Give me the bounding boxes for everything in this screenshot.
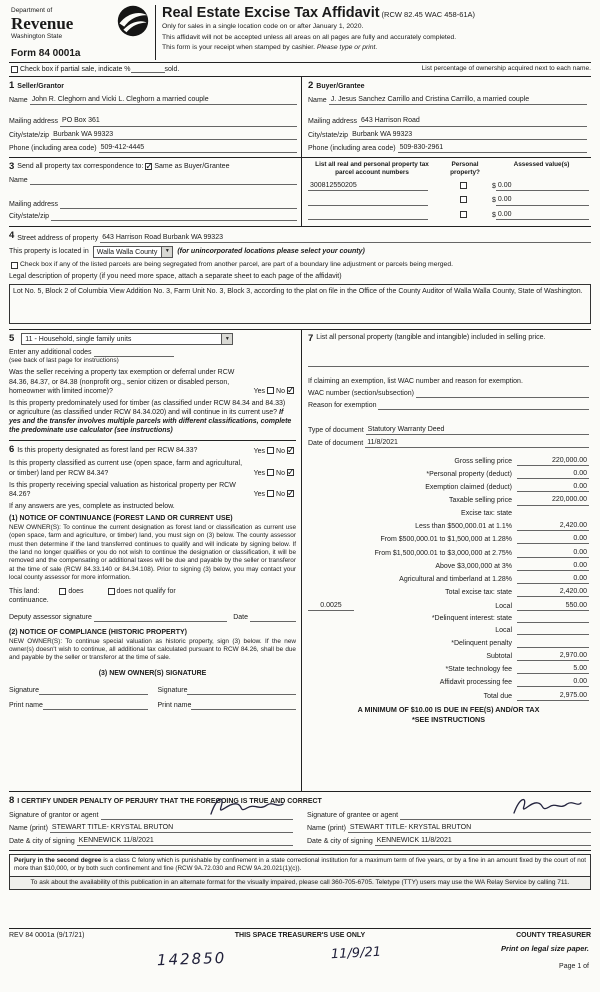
- property-location-section: [9, 227, 591, 329]
- perjury-lead: Perjury in the second degree: [14, 857, 102, 865]
- exemption-no-checkbox[interactable]: [287, 387, 294, 394]
- historic-no-checkbox[interactable]: [287, 490, 294, 497]
- reason-exemption-field[interactable]: [378, 402, 589, 410]
- delinquent-interest-local-row: Local: [308, 626, 589, 635]
- predominate-use-question-text: Is this property predominately used for timber (as classified under RCW 84.34 and 84.33) or agriculture (as classified under RCW 84.34.020) and will continue in its current use?: [9, 399, 286, 416]
- buyer-phone-field[interactable]: 509-830-2961: [398, 143, 587, 153]
- owner-print-name-field-1[interactable]: [43, 702, 148, 710]
- exemption-deferral-question-text: Was the seller receiving a property tax exemption or deferral under RCW 84.36, 84.37, or 84.38 (nonprofit org., senior citizen or disabled person, homeowner with limited income)?: [9, 369, 235, 395]
- corr-name-label: Name: [9, 177, 28, 185]
- personal-property-checkbox-3[interactable]: [460, 211, 467, 218]
- personal-property-deduct-value[interactable]: 0.00: [517, 469, 589, 479]
- parcel-numbers-header: List all real and personal property tax parcel account numbers: [315, 160, 429, 177]
- ownership-percent-note: List percentage of ownership acquired next to each name.: [421, 65, 591, 73]
- forest-land-section: 6 Is this property designated as forest land per RCW 84.33? Yes No✓ Is this property classified as current use (open space, farm and agricultural, or timber) land per RCW 84.34? Yes No✓ Is this property receiving special valuation as historical property per RCW 84.26? Yes No✓ If any answers are yes, complete as instructed below. (1) NOTICE OF CONTINUANCE (FOREST LAND OR CURRENT USE) NEW OWNER(S): To continue the current designation as forest land or classification as current use (open space, farm and agriculture, or timber) land, you must sign on (3) below. The county assessor must then determine if the land transferred continues to qualify and will indicate by signing below. If the land no longer qualifies or you do not wish to continue the designation or classification, it will be removed and the compensating or additional taxes will be due and payable by the seller or transferor at the time of sale (RCW 84.33.140 or 84.34.108). Prior to signing (3) below, you may contact your local county assessor for more information. This land: does does not qualify for continuance. Deputy assessor signature Date (2) NOTICE OF COMPLIANCE (HISTORIC PROPERTY) NEW OWNER(S): To continue special valuation as historic property, sign (3) below. If the new owner(s) doesn't wish to continue, all additional tax calculated pursuant to RCW 84.26, shall be due and payable by the seller or transferor at the time of sale. (3) NEW OWNER(S) SIGNATURE Signature Signature Print name Print name: [9, 440, 296, 710]
- grantee-signature-label: Signature of grantee or agent: [307, 811, 399, 819]
- agricultural-timberland-row: Agricultural and timberland at 1.28% 0.00: [399, 575, 587, 584]
- dept-of-label: Department of: [11, 7, 53, 14]
- seller-name-field[interactable]: John R. Cleghorn and Vicki L. Cleghorn a married couple: [30, 95, 297, 105]
- land-use-code-select[interactable]: [21, 333, 233, 345]
- treasurer-use-label: THIS SPACE TREASURER'S USE ONLY: [234, 931, 366, 939]
- excise-tax-state-header-row: Excise tax: state: [461, 509, 512, 517]
- partial-sale-checkbox[interactable]: [11, 66, 18, 73]
- correspondence-left: [9, 158, 301, 227]
- street-address-label: Street address of property: [17, 234, 99, 242]
- seller-mailing-field[interactable]: PO Box 361: [60, 116, 297, 126]
- delinquent-interest-state-row: *Delinquent interest: state: [308, 614, 589, 623]
- state-technology-fee-value[interactable]: 5.00: [517, 664, 589, 674]
- total-excise-tax-state-row: Total excise tax: state 2,420.00: [445, 588, 587, 597]
- parcel-row-3: $ 0.00: [308, 210, 589, 220]
- deputy-date-field[interactable]: [250, 614, 296, 622]
- delinquent-interest-local-value[interactable]: [517, 627, 589, 635]
- partial-sale-sold-label: sold.: [164, 65, 180, 73]
- treasurer-stamp-date: 11/9/21: [330, 944, 382, 963]
- this-land-label: This land:: [9, 588, 40, 596]
- total-excise-tax-state-value[interactable]: 2,420.00: [517, 587, 589, 597]
- buyer-city-field[interactable]: Burbank WA 99323: [350, 130, 587, 140]
- affidavit-processing-fee-row: Affidavit processing fee 0.00: [439, 678, 587, 687]
- taxable-selling-price-value[interactable]: 220,000.00: [517, 495, 589, 505]
- land-use-code-arrow-icon[interactable]: [221, 334, 232, 344]
- forest-no-checkbox[interactable]: [287, 447, 294, 454]
- does-label: does: [68, 588, 84, 596]
- local-excise-tax-value[interactable]: 550.00: [517, 601, 589, 611]
- exemption-claim-label: If claiming an exemption, list WAC number and reason for exemption.: [308, 377, 523, 385]
- county-note: (for unincorporated locations please select your county): [177, 248, 365, 256]
- corr-name-field[interactable]: [30, 177, 297, 185]
- perjury-body: is a class C felony which is punishable by confinement in a state correctional institution for a maximum term of five years, or by a fine in an amount fixed by the court of not more than $10,000, or by both such confinement and fine (RCW 9A.72.030 and RCW 9A.20.021(1)(c)).: [14, 857, 586, 873]
- tier4-tax-value[interactable]: 0.00: [517, 561, 589, 571]
- revenue-wordmark: Revenue: [11, 14, 74, 34]
- subtotal-value[interactable]: 2,970.00: [517, 651, 589, 661]
- notice-compliance-body: NEW OWNER(S): To continue special valuation as historic property, sign (3) below. If the new owner(s) doesn't wish to continue, all additional tax calculated pursuant to RCW 84.26, shall be due and payable by the seller or transferor at the time of sale.: [9, 637, 296, 662]
- assessed-value-field-1[interactable]: 0.00: [496, 181, 589, 191]
- current-use-question-text: Is this property classified as current use (open space, farm and agricultural, or timber) land per RCW 84.34?: [9, 460, 243, 477]
- deputy-assessor-signature-field[interactable]: [94, 614, 227, 622]
- document-date-field[interactable]: 11/8/2021: [365, 438, 589, 448]
- section-2-number: 2: [308, 79, 314, 91]
- gross-selling-price-row: Gross selling price 220,000.00: [454, 456, 587, 465]
- grantor-print-name-field[interactable]: STEWART TITLE- KRYSTAL BRUTON: [50, 823, 293, 833]
- buyer-name-label: Name: [308, 97, 327, 105]
- delinquent-penalty-row: *Delinquent penalty: [308, 639, 589, 648]
- owner-print-name-field-2[interactable]: [191, 702, 296, 710]
- owner-signature-field-2[interactable]: [187, 687, 296, 695]
- same-as-buyer-label: Same as Buyer/Grantee: [154, 163, 230, 171]
- section-8-number: 8: [9, 794, 15, 806]
- delinquent-penalty-value[interactable]: [517, 640, 589, 648]
- street-address-field[interactable]: 643 Harrison Road Burbank WA 99323: [100, 233, 591, 243]
- exemption-claimed-deduct-value[interactable]: 0.00: [517, 482, 589, 492]
- parcel-number-field-3[interactable]: [308, 212, 428, 220]
- does-qualify-checkbox[interactable]: [59, 588, 66, 595]
- treasurer-stamp-area: [9, 942, 591, 992]
- rev-form-id: REV 84 0001a (9/17/21): [9, 931, 85, 939]
- partial-sale-label: Check box if partial sale, indicate %: [20, 65, 131, 73]
- seller-mailing-label: Mailing address: [9, 118, 59, 126]
- buyer-city-label: City/state/zip: [308, 131, 349, 139]
- current-use-no-checkbox[interactable]: [287, 469, 294, 476]
- grantee-date-city-label: Date & city of signing: [307, 838, 373, 846]
- right-column: [301, 330, 591, 791]
- corr-city-label: City/state/zip: [9, 213, 50, 221]
- additional-codes-field[interactable]: [94, 349, 174, 357]
- taxable-selling-price-row: Taxable selling price 220,000.00: [448, 496, 587, 505]
- deputy-assessor-label: Deputy assessor signature: [9, 613, 92, 621]
- forest-land-question-text: Is this property designated as forest land per RCW 84.33?: [17, 447, 198, 455]
- left-column: [9, 330, 301, 791]
- tier2-tax-row: From $500,000.01 to $1,500,000 at 1.28% 0.00: [380, 535, 587, 544]
- tty-notice: To ask about the availability of this publication in an alternate format for the visually impaired, please call 360-705-6705. Teletype (TTY) users may use the WA Relay Service by calling 711.: [9, 877, 591, 890]
- grantor-signature-label: Signature of grantor or agent: [9, 811, 99, 819]
- grantor-signature-block: [9, 811, 293, 846]
- reason-exemption-label: Reason for exemption: [308, 402, 377, 410]
- corr-city-field[interactable]: [51, 213, 297, 221]
- header-note-2: This affidavit will not be accepted unless all areas on all pages are fully and accurately completed.: [162, 33, 457, 41]
- grantee-print-name-label: Name (print): [307, 825, 346, 833]
- additional-codes-note: (see back of last page for instructions): [9, 357, 119, 365]
- seller-phone-label: Phone (including area code): [9, 144, 97, 152]
- header-note-3: This form is your receipt when stamped by cashier. Please type or print.: [162, 44, 378, 52]
- county-select[interactable]: [93, 246, 174, 258]
- section-6-number: 6: [9, 444, 15, 456]
- corr-mailing-field[interactable]: [60, 201, 297, 209]
- section-3-number: 3: [9, 160, 15, 172]
- total-due-value[interactable]: 2,975.00: [517, 691, 589, 701]
- parcel-number-field-1[interactable]: 300812550205: [308, 181, 428, 191]
- perjury-notice: [9, 854, 591, 876]
- legal-description-field[interactable]: Lot No. 5, Block 2 of Columbia View Addition No. 3, Farm Unit No. 3, Block 3, according to the plat on file in the Office of the County Auditor of Walla Walla County, State of Washington.: [9, 284, 591, 324]
- header-note-1: Only for sales in a single location code on or after January 1, 2020.: [162, 23, 364, 31]
- section-4-number: 4: [9, 230, 15, 242]
- same-as-buyer-checkbox[interactable]: [145, 163, 152, 170]
- current-use-yes-checkbox[interactable]: [267, 469, 274, 476]
- county-select-arrow-icon[interactable]: [161, 247, 172, 257]
- tier3-tax-value[interactable]: 0.00: [517, 548, 589, 558]
- delinquent-interest-state-value[interactable]: [517, 615, 589, 623]
- parcel-row-1: [308, 181, 589, 191]
- parcel-row-2: $ 0.00: [308, 195, 589, 205]
- predominate-use-question: [9, 399, 296, 435]
- document-date-label: Date of document: [308, 440, 364, 448]
- deputy-date-label: Date: [233, 613, 248, 621]
- form-number: Form 84 0001a: [11, 47, 81, 59]
- continuance-label: continuance.: [9, 597, 49, 605]
- form-rcw: (RCW 82.45 WAC 458-61A): [381, 10, 476, 19]
- document-type-field[interactable]: Statutory Warranty Deed: [366, 425, 589, 435]
- personal-property-list-field[interactable]: [308, 359, 589, 367]
- parties-section: [9, 77, 591, 158]
- local-excise-tax-row: 0.0025 Local 550.00: [308, 601, 589, 611]
- buyer-mailing-label: Mailing address: [308, 118, 358, 126]
- certification-section: [9, 792, 591, 852]
- assessed-value-field-3[interactable]: 0.00: [496, 210, 589, 220]
- seller-grantor-section: [9, 77, 301, 157]
- grantor-print-name-label: Name (print): [9, 825, 48, 833]
- new-owner-signature-title: (3) NEW OWNER(S) SIGNATURE: [98, 669, 207, 677]
- assessed-value-field-2[interactable]: 0.00: [496, 195, 589, 205]
- grantee-date-city-field[interactable]: KENNEWICK 11/8/2021: [375, 836, 591, 846]
- partial-sale-strip: [9, 63, 591, 77]
- section-1-number: 1: [9, 79, 15, 91]
- section-5-number: 5: [9, 332, 15, 344]
- personal-property-checkbox-1[interactable]: [460, 182, 467, 189]
- correspondence-label: Send all property tax correspondence to:: [17, 163, 144, 171]
- parcel-table: [301, 158, 591, 227]
- agricultural-timberland-value[interactable]: 0.00: [517, 574, 589, 584]
- corr-mailing-label: Mailing address: [9, 201, 59, 209]
- tier4-tax-row: Above $3,000,000 at 3% 0.00: [435, 561, 587, 570]
- predominate-use-bold-note: If yes and the transfer involves multiple parcels with different classifications, complete the predominate use calculator (see instructions): [9, 408, 292, 435]
- treasurer-stamp-number: 142850: [156, 948, 227, 970]
- section-7-number: 7: [308, 332, 314, 344]
- notice-compliance-title: (2) NOTICE OF COMPLIANCE (HISTORIC PROPERTY): [9, 628, 187, 636]
- historic-yes-checkbox[interactable]: [267, 490, 274, 497]
- partial-sale-percent-field[interactable]: [131, 65, 165, 73]
- gross-selling-price-value[interactable]: 220,000.00: [517, 456, 589, 466]
- located-in-label: This property is located in: [9, 248, 89, 256]
- revenue-logo-icon: [117, 5, 149, 40]
- buyer-name-field[interactable]: J. Jesus Sanchez Carrillo and Cristina Carrillo, a married couple: [329, 95, 587, 105]
- owner-signature-field-1[interactable]: [39, 687, 148, 695]
- does-not-label: does not qualify for: [116, 588, 176, 596]
- personal-property-list-label: List all personal property (tangible and intangible) included in selling price.: [316, 333, 546, 341]
- total-due-row: Total due 2,975.00: [483, 691, 587, 700]
- land-use-code-value: 11 - Household, single family units: [25, 335, 132, 343]
- certify-statement: I CERTIFY UNDER PENALTY OF PERJURY THAT THE FOREGOING IS TRUE AND CORRECT: [17, 797, 322, 805]
- county-select-value: Walla Walla County: [96, 248, 158, 256]
- grantor-date-city-label: Date & city of signing: [9, 838, 75, 846]
- buyer-grantee-heading: Buyer/Grantee: [316, 82, 365, 90]
- if-yes-note: If any answers are yes, complete as instructed below.: [9, 502, 175, 510]
- grantor-signature-ink: [207, 794, 285, 823]
- subtotal-row: Subtotal 2,970.00: [486, 651, 587, 660]
- exemption-claimed-deduct-row: Exemption claimed (deduct) 0.00: [425, 483, 587, 492]
- seller-phone-field[interactable]: 509-412-4445: [99, 143, 297, 153]
- buyer-grantee-section: [301, 77, 591, 157]
- seller-city-field[interactable]: Burbank WA 99323: [51, 130, 297, 140]
- owner-signature-label-1: Signature: [9, 686, 39, 694]
- footer-row: [9, 928, 591, 942]
- notice-continuance-body: NEW OWNER(S): To continue the current designation as forest land or classification as current use (open space, farm and agriculture, or timber) land, you must sign on (3) below. The county assessor must then determine if the land transferred continues to qualify and will indicate by signing below. If the land no longer qualifies or you do not wish to continue the designation or classification, it will be removed and the compensating or additional taxes will be due and payable by the seller or transferor at the time of sale (RCW 84.33.140 or 84.34.108). Prior to signing (3) below, you may contact your local county assessor for more information.: [9, 524, 296, 581]
- grantee-print-name-field[interactable]: STEWART TITLE- KRYSTAL BRUTON: [348, 823, 591, 833]
- affidavit-processing-fee-value[interactable]: 0.00: [517, 677, 589, 687]
- personal-property-deduct-row: *Personal property (deduct) 0.00: [426, 469, 587, 478]
- buyer-mailing-field[interactable]: 643 Harrison Road: [359, 116, 587, 126]
- minimum-due-note: A MINIMUM OF $10.00 IS DUE IN FEE(S) AND/OR TAX: [357, 704, 540, 714]
- tier3-tax-row: From $1,500,000.01 to $3,000,000 at 2.75% 0.00: [374, 548, 587, 557]
- page-bottom: [9, 928, 591, 992]
- tier2-tax-value[interactable]: 0.00: [517, 534, 589, 544]
- wac-number-label: WAC number (section/subsection): [308, 390, 414, 398]
- owner-print-name-label-1: Print name: [9, 701, 43, 709]
- form-header: [9, 5, 591, 63]
- state-technology-fee-row: *State technology fee 5.00: [445, 665, 587, 674]
- does-not-qualify-checkbox[interactable]: [108, 588, 115, 595]
- currency-symbol: $: [492, 183, 496, 191]
- local-rate-field[interactable]: 0.0025: [308, 601, 354, 611]
- exemption-yes-checkbox[interactable]: [267, 387, 274, 394]
- form-title: Real Estate Excise Tax Affidavit: [162, 5, 380, 21]
- seller-name-label: Name: [9, 97, 28, 105]
- see-instructions-note: *SEE INSTRUCTIONS: [411, 715, 486, 725]
- grantee-signature-block: [307, 811, 591, 846]
- segregated-parcels-checkbox[interactable]: [11, 262, 18, 269]
- grantee-signature-ink: [511, 794, 583, 823]
- tier1-tax-value[interactable]: 2,420.00: [517, 521, 589, 531]
- owner-signature-label-2: Signature: [157, 686, 188, 694]
- buyer-phone-label: Phone (including area code): [308, 144, 396, 152]
- forest-yes-checkbox[interactable]: [267, 447, 274, 454]
- notice-continuance-title: (1) NOTICE OF CONTINUANCE (FOREST LAND OR CURRENT USE): [9, 514, 233, 522]
- assessed-values-header: Assessed value(s): [513, 160, 570, 168]
- seller-grantor-heading: Seller/Grantor: [17, 82, 64, 90]
- historic-question-text: Is this property receiving special valuation as historical property per RCW 84.26?: [9, 481, 236, 498]
- page-number: Page 1 of: [559, 963, 589, 970]
- title-block: [155, 5, 591, 60]
- washington-state-label: Washington State: [11, 33, 63, 41]
- wac-number-field[interactable]: [416, 390, 589, 398]
- exemption-deferral-question: Was the seller receiving a property tax exemption or deferral under RCW 84.36, 84.37, or 84.38 (nonprofit org., senior citizen or disabled person, homeowner with limited income)? Yes No✓: [9, 368, 296, 395]
- personal-property-checkbox-2[interactable]: [460, 196, 467, 203]
- main-columns: [9, 330, 591, 792]
- legal-size-note: Print on legal size paper.: [501, 944, 589, 953]
- county-treasurer-label: COUNTY TREASURER: [516, 931, 591, 939]
- legal-description-label: Legal description of property (if you need more space, attach a separate sheet to each page of the affidavit): [9, 273, 342, 281]
- parcel-number-field-2[interactable]: [308, 198, 428, 206]
- personal-property-header: Personal property?: [450, 160, 480, 177]
- document-type-label: Type of document: [308, 427, 364, 435]
- grantor-date-city-field[interactable]: KENNEWICK 11/8/2021: [77, 836, 293, 846]
- segregated-parcels-label: Check box if any of the listed parcels are being segregated from another parcel, are part of a boundary line adjustment or parcels being merged.: [20, 260, 453, 268]
- owner-print-name-label-2: Print name: [157, 701, 192, 709]
- agency-block: [9, 5, 155, 60]
- seller-city-label: City/state/zip: [9, 131, 50, 139]
- tier1-tax-row: Less than $500,000.01 at 1.1% 2,420.00: [415, 521, 587, 530]
- tax-correspondence-section: [9, 158, 591, 228]
- additional-codes-label: Enter any additional codes: [9, 348, 92, 356]
